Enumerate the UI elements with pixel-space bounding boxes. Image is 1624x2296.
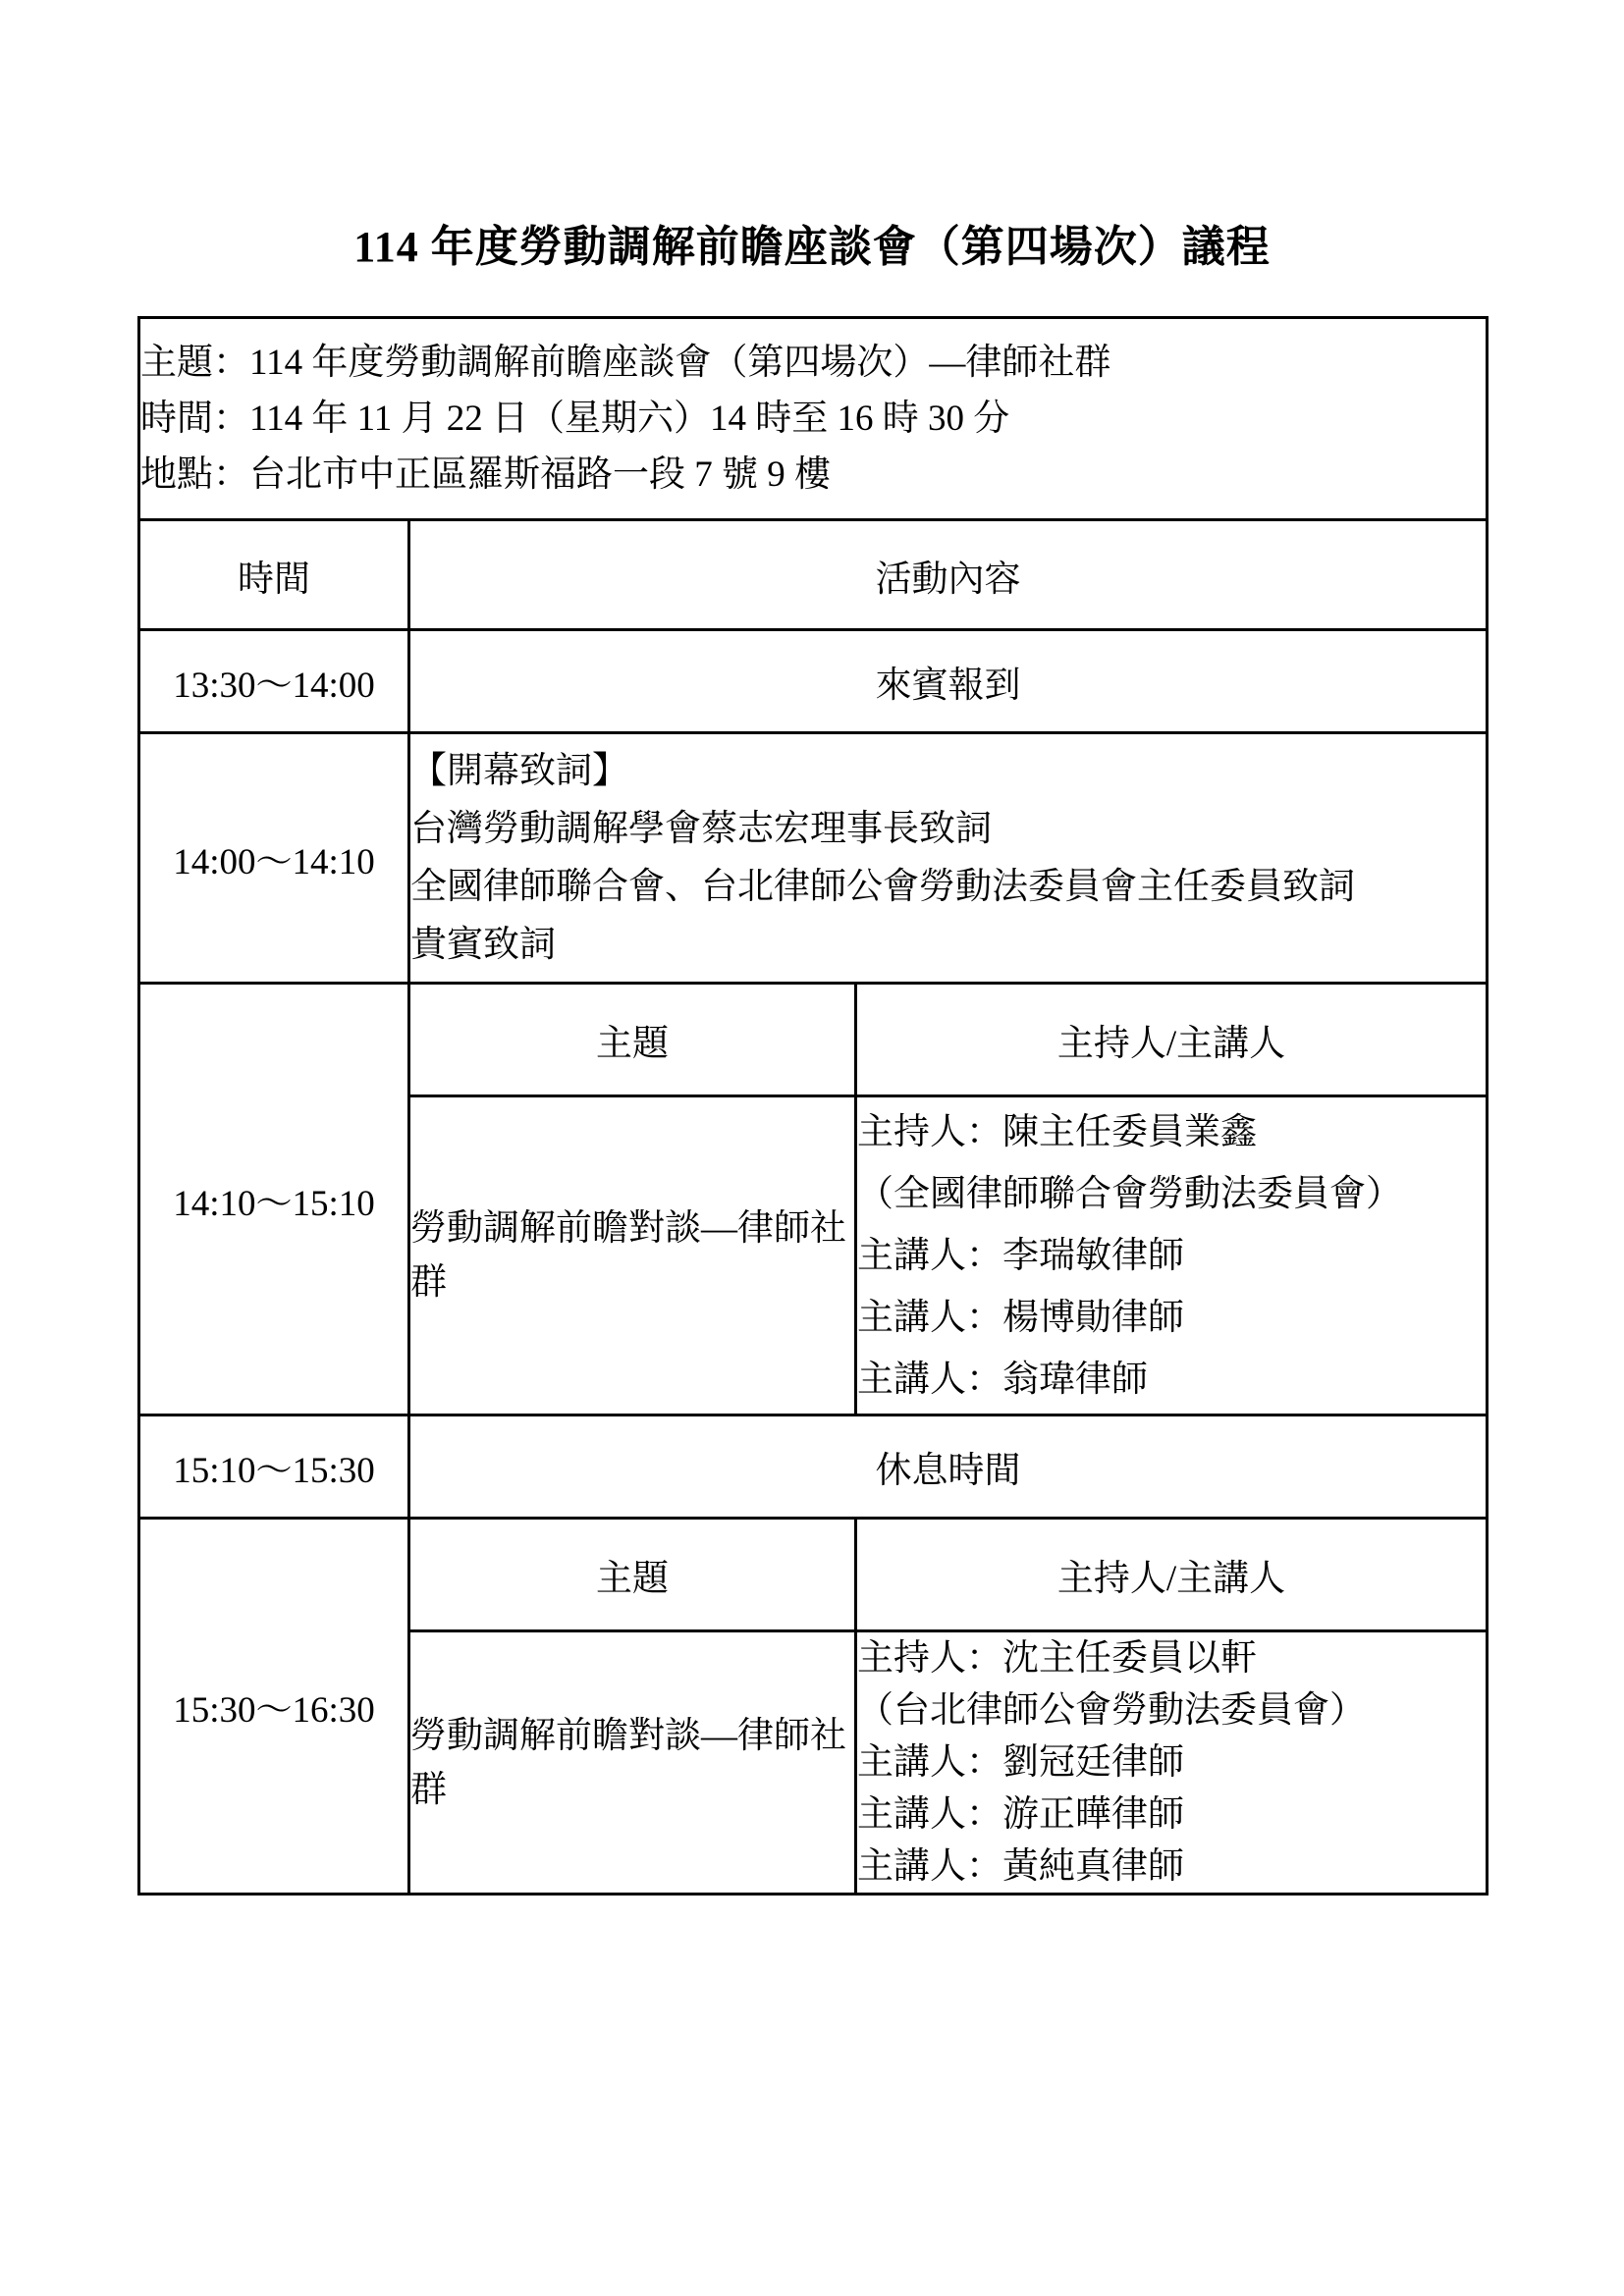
opening-time: 14:00～14:10 xyxy=(139,733,409,984)
session2-speakers xyxy=(856,1631,1488,1895)
break-time: 15:10～15:30 xyxy=(139,1415,409,1519)
opening-row xyxy=(139,733,1488,984)
session2-topic: 勞動調解前瞻對談—律師社群 xyxy=(409,1631,856,1895)
speaker-line: 主持人：沈主任委員以軒 xyxy=(857,1638,1257,1679)
session1-topic: 勞動調解前瞻對談—律師社群 xyxy=(409,1096,856,1415)
session1-speakers xyxy=(856,1096,1488,1415)
session2-subheader-row xyxy=(139,1519,1488,1631)
session2-subheader-speakers: 主持人/主講人 xyxy=(856,1519,1488,1631)
session2-subheader-topic: 主題 xyxy=(409,1519,856,1631)
session1-subheader-row xyxy=(139,984,1488,1096)
speaker-line: 主講人：黃純真律師 xyxy=(857,1846,1184,1887)
speaker-line: 主講人：劉冠廷律師 xyxy=(857,1742,1184,1783)
registration-activity: 來賓報到 xyxy=(409,630,1488,733)
opening-line: 台灣勞動調解學會蔡志宏理事長致詞 xyxy=(410,809,992,849)
info-time-line: 時間：114 年 11 月 22 日（星期六）14 時至 16 時 30 分 xyxy=(140,399,1010,439)
session1-subheader-topic: 主題 xyxy=(409,984,856,1096)
speaker-line: 主持人：陳主任委員業鑫 xyxy=(857,1111,1257,1152)
info-location-line: 地點：台北市中正區羅斯福路一段 7 號 9 樓 xyxy=(140,454,831,495)
speaker-line: （全國律師聯合會勞動法委員會） xyxy=(857,1173,1402,1214)
break-row xyxy=(139,1415,1488,1519)
speaker-line: 主講人：游正曄律師 xyxy=(857,1794,1184,1835)
speaker-line: （台北律師公會勞動法委員會） xyxy=(857,1690,1366,1731)
registration-row xyxy=(139,630,1488,733)
opening-content xyxy=(409,733,1488,984)
opening-line: 全國律師聯合會、台北律師公會勞動法委員會主任委員致詞 xyxy=(410,867,1355,907)
opening-line: 【開幕致詞】 xyxy=(410,751,628,791)
registration-time: 13:30～14:00 xyxy=(139,630,409,733)
session2-time: 15:30～16:30 xyxy=(139,1519,409,1895)
agenda-table xyxy=(137,316,1489,1896)
header-row xyxy=(139,520,1488,630)
info-topic-line: 主題：114 年度勞動調解前瞻座談會（第四場次）—律師社群 xyxy=(140,343,1111,383)
session1-time: 14:10～15:10 xyxy=(139,984,409,1415)
opening-line: 貴賓致詞 xyxy=(410,925,556,965)
break-activity: 休息時間 xyxy=(409,1415,1488,1519)
col-header-activity: 活動內容 xyxy=(409,520,1488,630)
session1-subheader-speakers: 主持人/主講人 xyxy=(856,984,1488,1096)
speaker-line: 主講人：李瑞敏律師 xyxy=(857,1235,1184,1276)
info-row xyxy=(139,318,1488,520)
speaker-line: 主講人：翁瑋律師 xyxy=(857,1359,1148,1400)
info-cell xyxy=(139,318,1488,520)
document-title: 114 年度勞動調解前瞻座談會（第四場次）議程 xyxy=(353,223,1271,271)
speaker-line: 主講人：楊博勛律師 xyxy=(857,1297,1184,1338)
col-header-time: 時間 xyxy=(139,520,409,630)
